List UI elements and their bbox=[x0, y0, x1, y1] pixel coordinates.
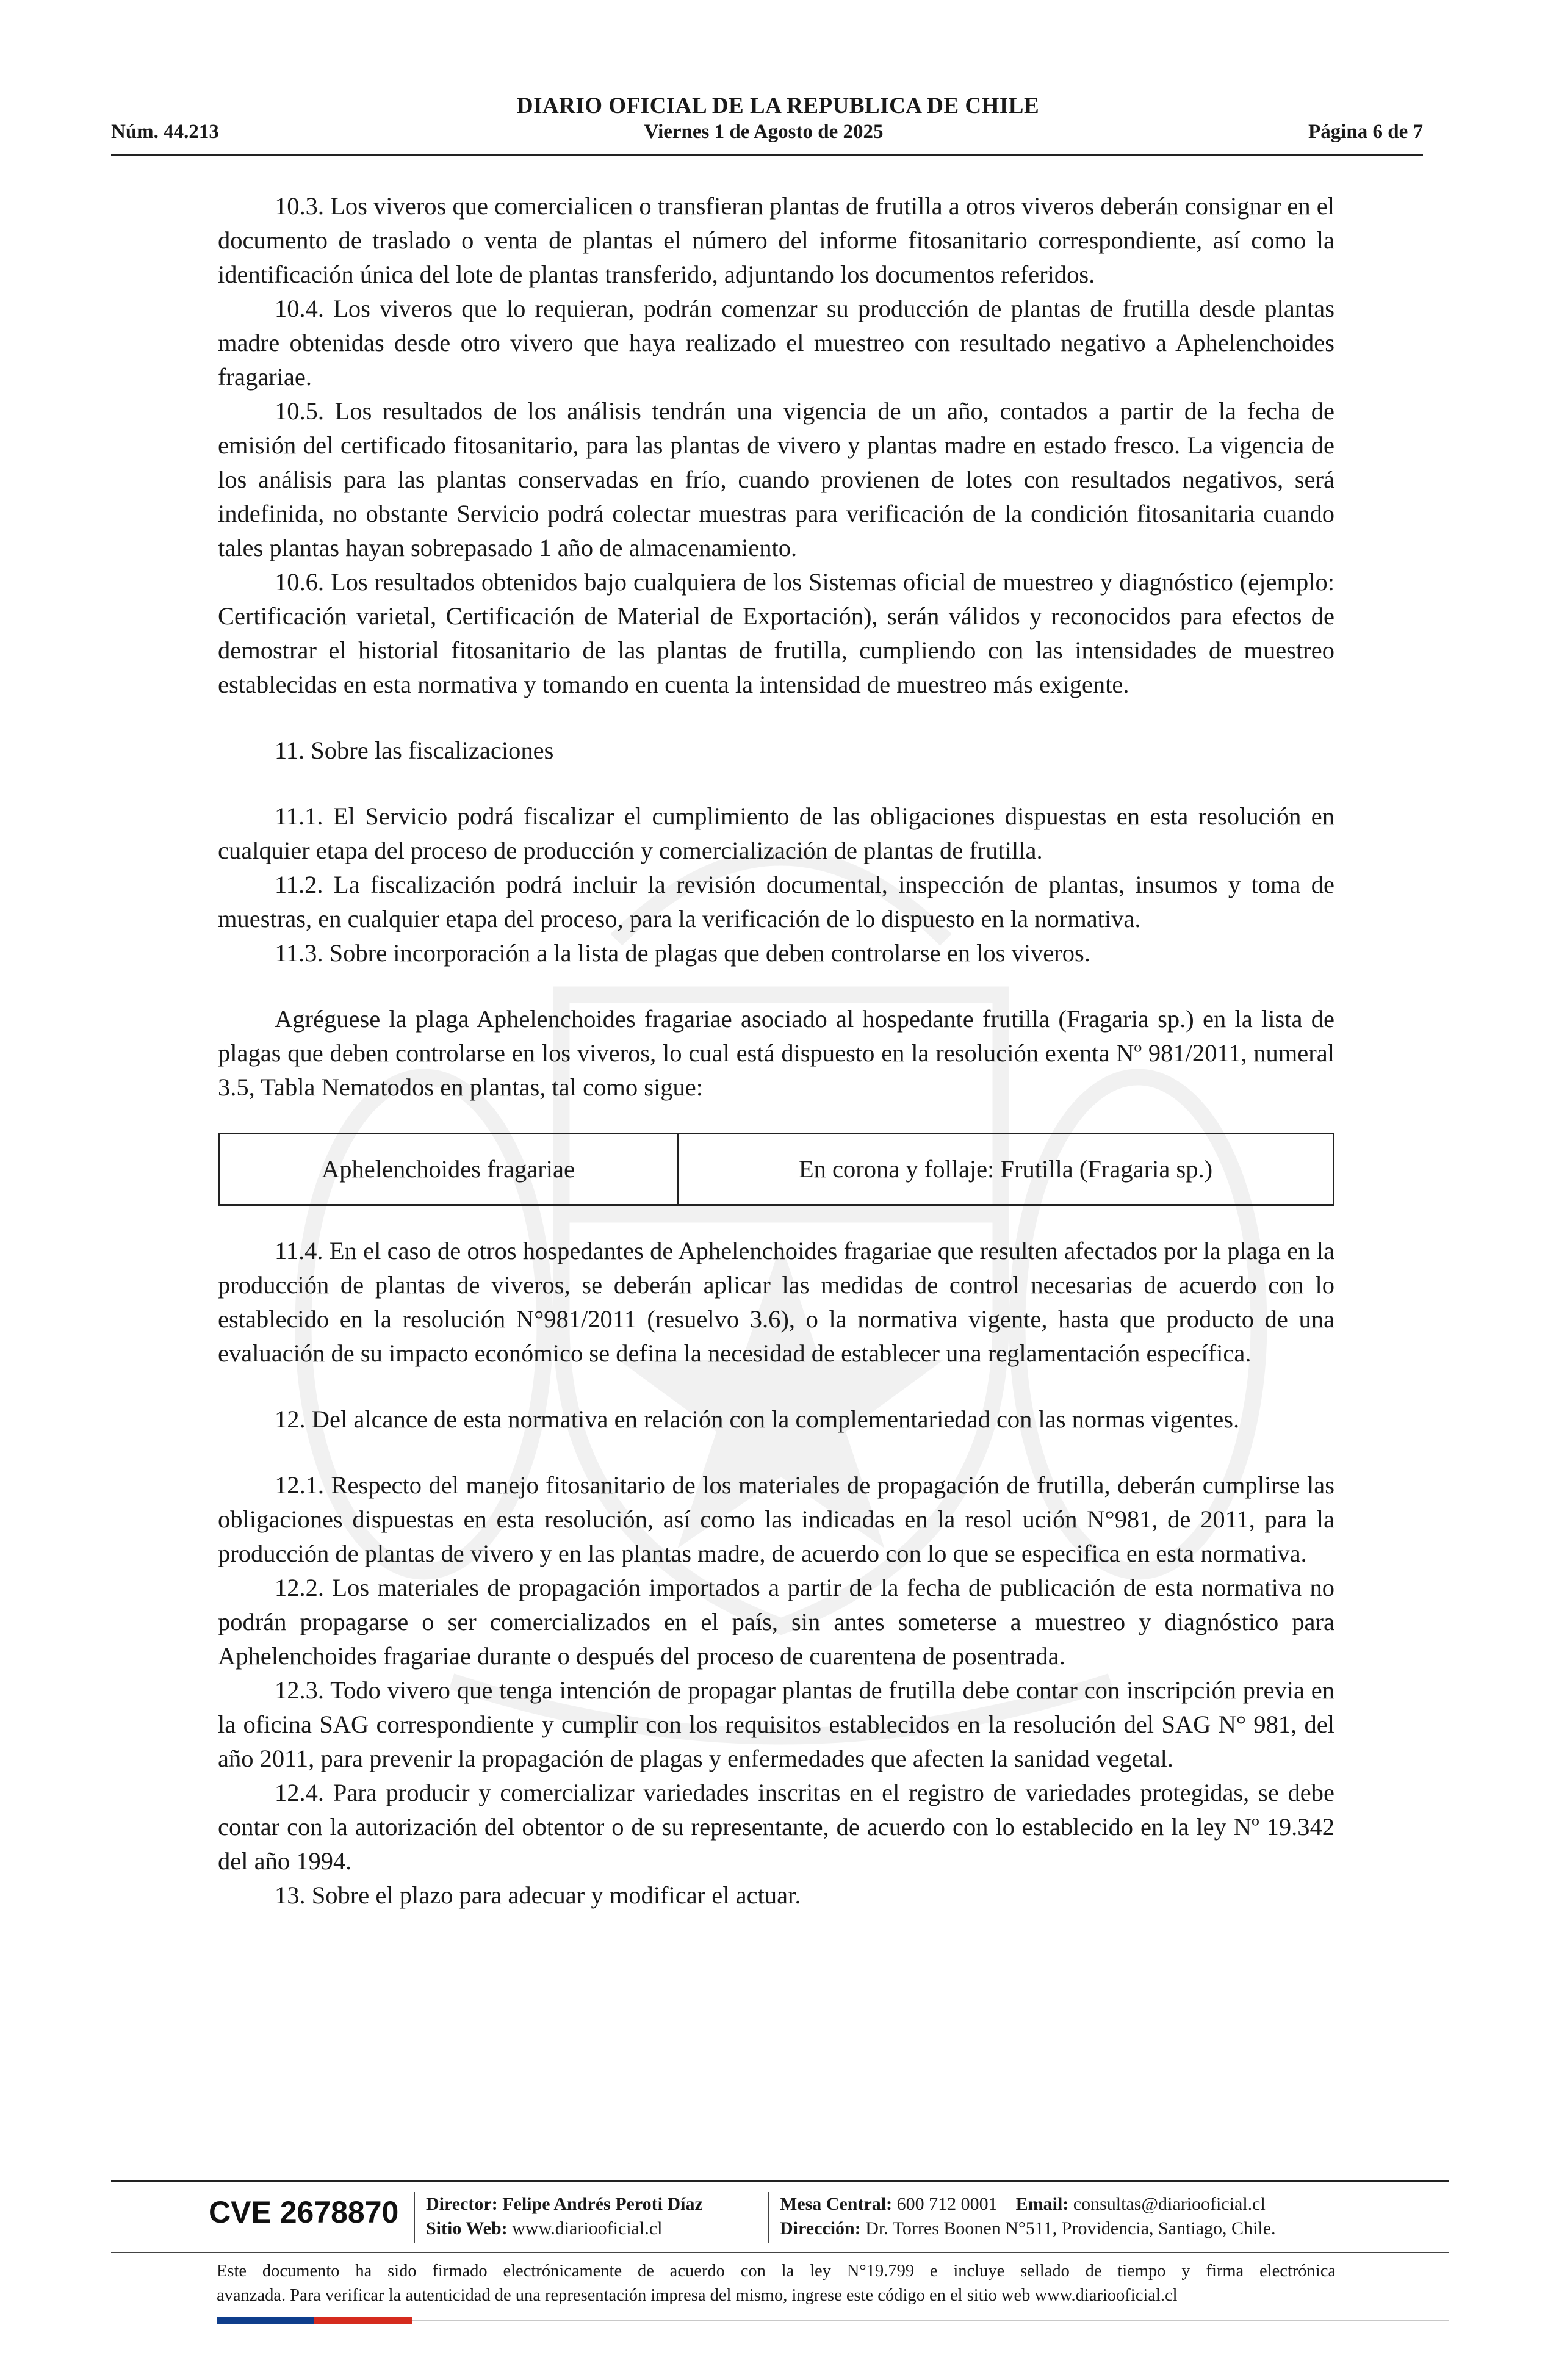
pest-table bbox=[218, 1133, 1334, 1206]
section-13-heading: 13. Sobre el plazo para adecuar y modificar el actuar. bbox=[275, 1881, 801, 1909]
flag-line bbox=[412, 2320, 1449, 2321]
paragraph-12-2: 12.2. Los materiales de propagación importados a partir de la fecha de publicación de esta normativa no podrán propagarse o ser comercializados en el país, sin antes someterse a muestreo y diagnóstico para Aphelenchoides fragariae durante o después del proceso de cuarentena de posentrada. bbox=[218, 1574, 1334, 1670]
footer-info bbox=[111, 2191, 1449, 2246]
signature-notice bbox=[217, 2259, 1336, 2308]
flag-blue-segment bbox=[217, 2317, 314, 2324]
signature-notice-line: Este documento ha sido firmado electrónicamente de acuerdo con la ley N°19.799 e incluye sellado de tiempo y firma electrónica bbox=[217, 2262, 1336, 2281]
address-value: Dr. Torres Boonen N°511, Providencia, Santiago, Chile. bbox=[865, 2218, 1276, 2238]
paragraph-12-1: 12.1. Respecto del manejo fitosanitario de los materiales de propagación de frutilla, deberán cumplirse las obligaciones dispuestas en esta resolución, así como las indicadas en la resol ución N°981, de 2011, para la producción de plantas de vivero y en las plantas madre, de acuerdo con lo que se especifica en esta normativa. bbox=[218, 1471, 1334, 1567]
paragraph-12-4: 12.4. Para producir y comercializar variedades inscritas en el registro de variedades protegidas, se debe contar con la autorización del obtentor o de su representante, de acuerdo con lo establecido en la ley Nº 19.342 del año 1994. bbox=[218, 1779, 1334, 1875]
footer-divider-top bbox=[111, 2180, 1449, 2182]
paragraph-agreguese: Agréguese la plaga Aphelenchoides fragariae asociado al hospedante frutilla (Fragaria sp.) en la lista de plagas que deben controlarse en los viveros, lo cual está dispuesto en la resolución exenta Nº 981/2011, numeral 3.5, Tabla Nematodos en plantas, tal como sigue: bbox=[218, 1005, 1334, 1101]
page-number: Página 6 de 7 bbox=[1308, 121, 1423, 143]
paragraph-11-4: 11.4. En el caso de otros hospedantes de Aphelenchoides fragariae que resulten afectados por la plaga en la producción de plantas de viveros, se deberán aplicar las medidas de control necesarias de acuerdo con lo establecido en la resolución N°981/2011 (resuelvo 3.6), o la normativa vigente, hasta que producto de una evaluación de su impacto económico se defina la necesidad de establecer una reglamentación específica. bbox=[218, 1237, 1334, 1367]
footer-director-block bbox=[426, 2192, 703, 2241]
director-name: Felipe Andrés Peroti Díaz bbox=[502, 2194, 703, 2214]
footer-separator bbox=[768, 2192, 769, 2243]
paragraph-12-3: 12.3. Todo vivero que tenga intención de propagar plantas de frutilla debe contar con inscripción previa en la oficina SAG correspondiente y cumplir con los requisitos establecidos en la resolución del SAG N° 981, del año 2011, para prevenir la propagación de plagas y enfermedades que afecten la sanidad vegetal. bbox=[218, 1676, 1334, 1772]
footer-divider-bottom bbox=[111, 2252, 1449, 2253]
mesa-central-phone: 600 712 0001 bbox=[896, 2194, 998, 2214]
flag-red-segment bbox=[314, 2317, 412, 2324]
host-cell: En corona y follaje: Frutilla (Fragaria sp.) bbox=[678, 1134, 1334, 1205]
cve-code: CVE 2678870 bbox=[209, 2195, 399, 2229]
paragraph-11-2: 11.2. La fiscalización podrá incluir la revisión documental, inspección de plantas, insumos y toma de muestras, en cualquier etapa del proceso, para la verificación de lo dispuesto en la normativa. bbox=[218, 871, 1334, 932]
paragraph-10-3: 10.3. Los viveros que comercialicen o transfieran plantas de frutilla a otros viveros deberán consignar en el documento de traslado o venta de plantas el número del informe fitosanitario correspondiente, así como la identificación única del lote de plantas transferido, adjuntando los documentos referidos. bbox=[218, 192, 1334, 288]
footer-contact-block bbox=[780, 2192, 1276, 2241]
email-label: Email: bbox=[1015, 2194, 1069, 2214]
paragraph-10-5: 10.5. Los resultados de los análisis tendrán una vigencia de un año, contados a partir de la fecha de emisión del certificado fitosanitario, para las plantas de vivero y plantas madre en estado fresco. La vigencia de los análisis para las plantas conservadas en frío, cuando provienen de lotes con resultados negativos, será indefinida, no obstante Servicio podrá colectar muestras para verificación de la condición fitosanitaria cuando tales plantas hayan sobrepasado 1 año de almacenamiento. bbox=[218, 397, 1334, 561]
mesa-central-label: Mesa Central: bbox=[780, 2194, 893, 2214]
website-label: Sitio Web: bbox=[426, 2218, 508, 2238]
section-11-heading: 11. Sobre las fiscalizaciones bbox=[275, 737, 554, 764]
footer-separator bbox=[414, 2192, 415, 2243]
header-divider bbox=[111, 154, 1423, 156]
paragraph-10-6: 10.6. Los resultados obtenidos bajo cualquiera de los Sistemas oficial de muestreo y diagnóstico (ejemplo: Certificación varietal, Certificación de Material de Exportación), serán válidos y reconocidos para efectos de demostrar el historial fitosanitario de las plantas de frutilla, cumpliendo con las intensidades de muestreo establecidas en esta normativa y tomando en cuenta la intensidad de muestreo más exigente. bbox=[218, 568, 1334, 698]
pest-name-cell: Aphelenchoides fragariae bbox=[219, 1134, 678, 1205]
page-header bbox=[111, 121, 1423, 143]
address-label: Dirección: bbox=[780, 2218, 861, 2238]
paragraph-10-4: 10.4. Los viveros que lo requieran, podrán comenzar su producción de plantas de frutilla desde plantas madre obtenidas desde otro vivero que haya realizado el muestreo con resultado negativo a Aphelenchoides fragariae. bbox=[218, 295, 1334, 391]
newspaper-title: DIARIO OFICIAL DE LA REPUBLICA DE CHILE bbox=[516, 93, 1040, 118]
issue-number: Núm. 44.213 bbox=[111, 121, 219, 143]
paragraph-11-1: 11.1. El Servicio podrá fiscalizar el cumplimiento de las obligaciones dispuestas en esta resolución en cualquier etapa del proceso de producción y comercialización de plantas de frutilla. bbox=[218, 802, 1334, 864]
section-12-heading: 12. Del alcance de esta normativa en relación con la complementariedad con las normas vigentes. bbox=[275, 1405, 1240, 1433]
website-link[interactable]: www.diariooficial.cl bbox=[512, 2218, 663, 2238]
paragraph-11-3: 11.3. Sobre incorporación a la lista de plagas que deben controlarse en los viveros. bbox=[275, 939, 1090, 967]
flag-color-bar bbox=[217, 2317, 412, 2324]
email-link[interactable]: consultas@diariooficial.cl bbox=[1073, 2194, 1266, 2214]
publication-date: Viernes 1 de Agosto de 2025 bbox=[644, 121, 884, 143]
signature-notice-line: avanzada. Para verificar la autenticidad de una representación impresa del mismo, ingrese este código en el sitio web www.diariooficial.cl bbox=[217, 2286, 1178, 2305]
table-row bbox=[219, 1134, 1334, 1205]
document-body bbox=[218, 189, 1334, 1913]
director-label: Director: bbox=[426, 2194, 498, 2214]
